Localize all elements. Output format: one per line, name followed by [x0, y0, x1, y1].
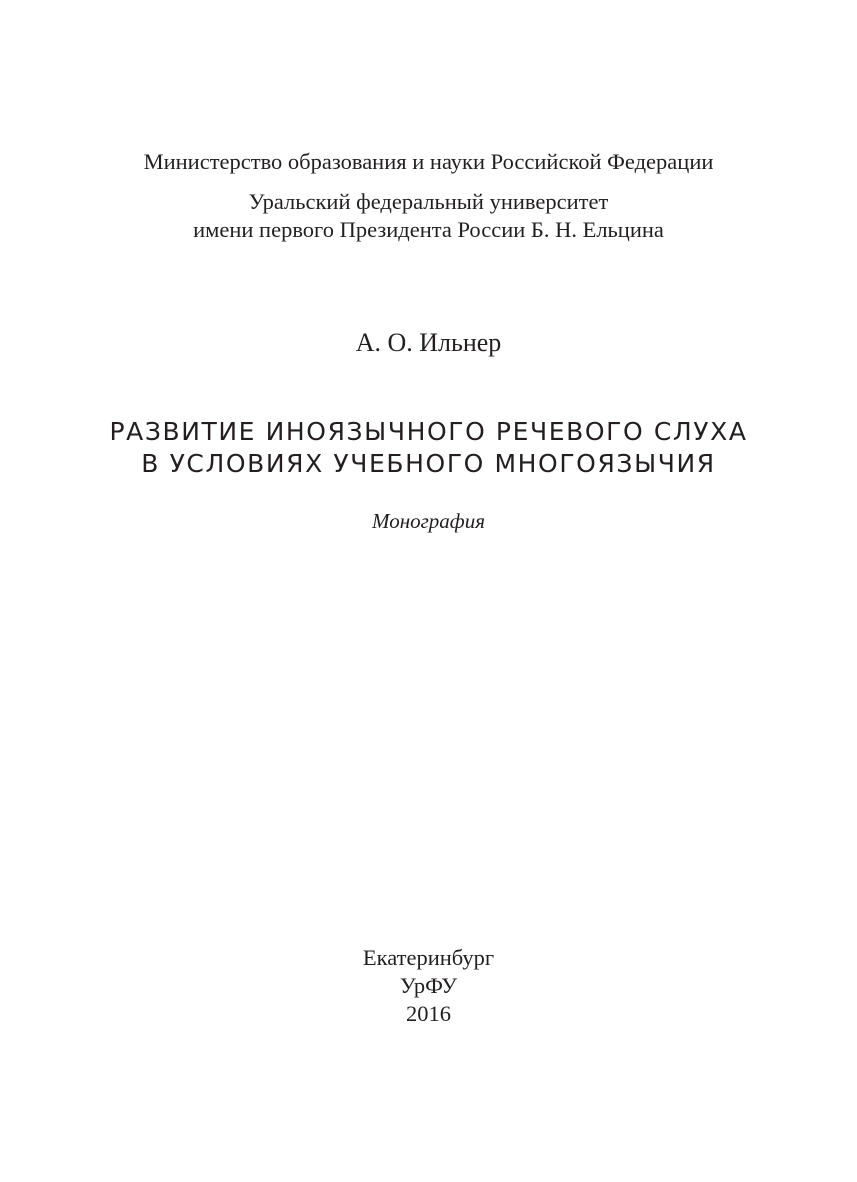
imprint-publisher: УрФУ	[399, 973, 458, 998]
university-name-line-2: имени первого Президента России Б. Н. Ельцина	[193, 217, 664, 242]
book-title-line-1: РАЗВИТИЕ ИНОЯЗЫЧНОГО РЕЧЕВОГО СЛУХА	[109, 417, 748, 446]
imprint-city: Екатеринбург	[362, 945, 495, 970]
university-name-line-1: Уральский федеральный университет	[248, 189, 609, 214]
author-name: А. О. Ильнер	[355, 328, 502, 357]
imprint-year: 2016	[406, 1001, 451, 1026]
book-genre-subtitle: Монография	[372, 509, 485, 533]
ministry-name: Министерство образования и науки Российской Федерации	[143, 149, 714, 174]
book-title-line-2: В УСЛОВИЯХ УЧЕБНОГО МНОГОЯЗЫЧИЯ	[141, 449, 716, 478]
